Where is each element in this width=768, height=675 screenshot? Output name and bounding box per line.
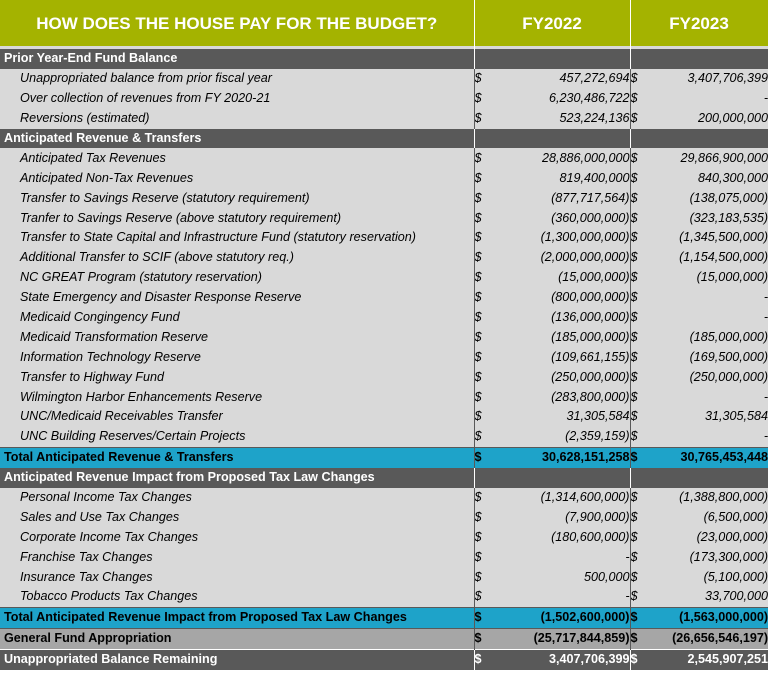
- currency-symbol: $: [630, 547, 644, 567]
- value-fy2023: (15,000,000): [644, 268, 768, 288]
- value-fy2022: (877,717,564): [490, 188, 630, 208]
- currency-symbol: $: [630, 407, 644, 427]
- currency-symbol: $: [630, 268, 644, 288]
- value-fy2023: (6,500,000): [644, 507, 768, 527]
- row-label: Unappropriated balance from prior fiscal year: [0, 69, 474, 89]
- table-row: [0, 427, 768, 447]
- value-fy2022: (2,000,000,000): [490, 248, 630, 268]
- value-fy2023: -: [644, 89, 768, 109]
- currency-symbol: $: [474, 188, 490, 208]
- row-label: Insurance Tax Changes: [0, 567, 474, 587]
- row-label: Transfer to Savings Reserve (statutory requirement): [0, 188, 474, 208]
- value-fy2022: 500,000: [490, 567, 630, 587]
- currency-symbol: $: [630, 148, 644, 168]
- currency-symbol: $: [630, 367, 644, 387]
- table-row: [0, 228, 768, 248]
- currency-symbol: $: [474, 347, 490, 367]
- value-fy2022: -: [490, 587, 630, 607]
- appropriation-row: [0, 628, 768, 649]
- row-label: Total Anticipated Revenue & Transfers: [0, 447, 474, 467]
- value-fy2023: (5,100,000): [644, 567, 768, 587]
- currency-symbol: $: [630, 567, 644, 587]
- table-row: [0, 208, 768, 228]
- table-row: [0, 547, 768, 567]
- row-label: Sales and Use Tax Changes: [0, 507, 474, 527]
- table-row: [0, 109, 768, 129]
- value-fy2022: (360,000,000): [490, 208, 630, 228]
- value-fy2023: (185,000,000): [644, 327, 768, 347]
- row-label: Corporate Income Tax Changes: [0, 527, 474, 547]
- total-row: [0, 447, 768, 467]
- table-row: [0, 248, 768, 268]
- row-label: Wilmington Harbor Enhancements Reserve: [0, 387, 474, 407]
- currency-symbol: $: [630, 607, 644, 628]
- value-fy2023: (1,563,000,000): [644, 607, 768, 628]
- currency-symbol: $: [474, 308, 490, 328]
- value-fy2023: (138,075,000): [644, 188, 768, 208]
- row-label: Total Anticipated Revenue Impact from Proposed Tax Law Changes: [0, 607, 474, 628]
- currency-symbol: $: [474, 367, 490, 387]
- currency-symbol: $: [630, 447, 644, 467]
- currency-symbol: $: [474, 587, 490, 607]
- currency-symbol: $: [630, 527, 644, 547]
- value-fy2023: (173,300,000): [644, 547, 768, 567]
- value-fy2023: -: [644, 387, 768, 407]
- value-fy2022: 523,224,136: [490, 109, 630, 129]
- row-label: Over collection of revenues from FY 2020-21: [0, 89, 474, 109]
- currency-symbol: $: [474, 208, 490, 228]
- currency-symbol: $: [630, 327, 644, 347]
- value-fy2022: (2,359,159): [490, 427, 630, 447]
- value-fy2022: 31,305,584: [490, 407, 630, 427]
- value-fy2023: (169,500,000): [644, 347, 768, 367]
- row-label: Tobacco Products Tax Changes: [0, 587, 474, 607]
- value-fy2023: 29,866,900,000: [644, 148, 768, 168]
- currency-symbol: $: [474, 288, 490, 308]
- table-row: [0, 367, 768, 387]
- currency-symbol: $: [474, 248, 490, 268]
- table-title: HOW DOES THE HOUSE PAY FOR THE BUDGET?: [0, 0, 474, 46]
- currency-symbol: $: [474, 507, 490, 527]
- value-fy2022: (15,000,000): [490, 268, 630, 288]
- value-fy2022: (1,502,600,000): [490, 607, 630, 628]
- currency-symbol: $: [630, 427, 644, 447]
- value-fy2022: (180,600,000): [490, 527, 630, 547]
- value-fy2022: (1,300,000,000): [490, 228, 630, 248]
- row-label: UNC Building Reserves/Certain Projects: [0, 427, 474, 447]
- currency-symbol: $: [630, 168, 644, 188]
- table-row: [0, 387, 768, 407]
- row-label: General Fund Appropriation: [0, 628, 474, 649]
- table-row: [0, 527, 768, 547]
- row-label: Reversions (estimated): [0, 109, 474, 129]
- value-fy2023: 3,407,706,399: [644, 69, 768, 89]
- row-label: Additional Transfer to SCIF (above statutory req.): [0, 248, 474, 268]
- section-header: [0, 49, 768, 69]
- currency-symbol: $: [474, 407, 490, 427]
- currency-symbol: $: [474, 168, 490, 188]
- value-fy2022: (109,661,155): [490, 347, 630, 367]
- row-label: Anticipated Tax Revenues: [0, 148, 474, 168]
- total-row: [0, 607, 768, 628]
- row-label: Personal Income Tax Changes: [0, 488, 474, 508]
- table-row: [0, 268, 768, 288]
- table-row: [0, 587, 768, 607]
- value-fy2022: 457,272,694: [490, 69, 630, 89]
- row-label: Unappropriated Balance Remaining: [0, 649, 474, 669]
- value-fy2022: (25,717,844,859): [490, 628, 630, 649]
- currency-symbol: $: [474, 607, 490, 628]
- value-fy2022: 6,230,486,722: [490, 89, 630, 109]
- currency-symbol: $: [630, 507, 644, 527]
- currency-symbol: $: [474, 567, 490, 587]
- currency-symbol: $: [474, 547, 490, 567]
- value-fy2023: (1,154,500,000): [644, 248, 768, 268]
- table-row: [0, 488, 768, 508]
- header-row: [0, 0, 768, 46]
- value-fy2023: 31,305,584: [644, 407, 768, 427]
- currency-symbol: $: [630, 208, 644, 228]
- currency-symbol: $: [474, 327, 490, 347]
- row-label: Transfer to State Capital and Infrastructure Fund (statutory reservation): [0, 228, 474, 248]
- currency-symbol: $: [630, 649, 644, 669]
- value-fy2023: (250,000,000): [644, 367, 768, 387]
- table-row: [0, 69, 768, 89]
- table-row: [0, 288, 768, 308]
- section-title: Anticipated Revenue Impact from Proposed Tax Law Changes: [0, 468, 474, 488]
- value-fy2023: (323,183,535): [644, 208, 768, 228]
- currency-symbol: $: [474, 649, 490, 669]
- value-fy2023: 30,765,453,448: [644, 447, 768, 467]
- value-fy2022: (136,000,000): [490, 308, 630, 328]
- value-fy2023: (26,656,546,197): [644, 628, 768, 649]
- value-fy2022: (800,000,000): [490, 288, 630, 308]
- currency-symbol: $: [474, 387, 490, 407]
- value-fy2023: 2,545,907,251: [644, 649, 768, 669]
- section-title: Prior Year-End Fund Balance: [0, 49, 474, 69]
- table-row: [0, 168, 768, 188]
- table-row: [0, 347, 768, 367]
- table-row: [0, 148, 768, 168]
- value-fy2022: (185,000,000): [490, 327, 630, 347]
- section-header: [0, 468, 768, 488]
- currency-symbol: $: [474, 89, 490, 109]
- value-fy2022: (1,314,600,000): [490, 488, 630, 508]
- currency-symbol: $: [474, 228, 490, 248]
- section-title: Anticipated Revenue & Transfers: [0, 129, 474, 149]
- row-label: Anticipated Non-Tax Revenues: [0, 168, 474, 188]
- value-fy2022: (283,800,000): [490, 387, 630, 407]
- currency-symbol: $: [630, 109, 644, 129]
- value-fy2023: -: [644, 308, 768, 328]
- currency-symbol: $: [630, 69, 644, 89]
- value-fy2023: (1,388,800,000): [644, 488, 768, 508]
- currency-symbol: $: [474, 268, 490, 288]
- currency-symbol: $: [474, 628, 490, 649]
- value-fy2022: 28,886,000,000: [490, 148, 630, 168]
- row-label: Franchise Tax Changes: [0, 547, 474, 567]
- row-label: Medicaid Transformation Reserve: [0, 327, 474, 347]
- table-row: [0, 327, 768, 347]
- currency-symbol: $: [474, 427, 490, 447]
- currency-symbol: $: [630, 288, 644, 308]
- row-label: Medicaid Congingency Fund: [0, 308, 474, 328]
- value-fy2023: -: [644, 427, 768, 447]
- remaining-balance-row: [0, 649, 768, 669]
- currency-symbol: $: [630, 387, 644, 407]
- table-row: [0, 507, 768, 527]
- value-fy2022: -: [490, 547, 630, 567]
- value-fy2022: (250,000,000): [490, 367, 630, 387]
- row-label: State Emergency and Disaster Response Reserve: [0, 288, 474, 308]
- row-label: Information Technology Reserve: [0, 347, 474, 367]
- value-fy2023: 200,000,000: [644, 109, 768, 129]
- currency-symbol: $: [474, 488, 490, 508]
- value-fy2023: (23,000,000): [644, 527, 768, 547]
- currency-symbol: $: [474, 447, 490, 467]
- row-label: Tranfer to Savings Reserve (above statutory requirement): [0, 208, 474, 228]
- table-row: [0, 308, 768, 328]
- value-fy2022: 3,407,706,399: [490, 649, 630, 669]
- currency-symbol: $: [630, 488, 644, 508]
- value-fy2023: 840,300,000: [644, 168, 768, 188]
- currency-symbol: $: [630, 228, 644, 248]
- table-row: [0, 188, 768, 208]
- table-row: [0, 567, 768, 587]
- currency-symbol: $: [630, 628, 644, 649]
- value-fy2023: (1,345,500,000): [644, 228, 768, 248]
- column-header-fy2022: FY2022: [474, 0, 630, 46]
- value-fy2023: -: [644, 288, 768, 308]
- currency-symbol: $: [630, 188, 644, 208]
- column-header-fy2023: FY2023: [630, 0, 768, 46]
- currency-symbol: $: [474, 527, 490, 547]
- value-fy2022: 819,400,000: [490, 168, 630, 188]
- table-row: [0, 89, 768, 109]
- currency-symbol: $: [474, 69, 490, 89]
- currency-symbol: $: [630, 248, 644, 268]
- row-label: UNC/Medicaid Receivables Transfer: [0, 407, 474, 427]
- currency-symbol: $: [630, 347, 644, 367]
- currency-symbol: $: [630, 89, 644, 109]
- row-label: Transfer to Highway Fund: [0, 367, 474, 387]
- currency-symbol: $: [474, 148, 490, 168]
- currency-symbol: $: [474, 109, 490, 129]
- value-fy2023: 33,700,000: [644, 587, 768, 607]
- value-fy2022: 30,628,151,258: [490, 447, 630, 467]
- currency-symbol: $: [630, 587, 644, 607]
- table-row: [0, 407, 768, 427]
- value-fy2022: (7,900,000): [490, 507, 630, 527]
- row-label: NC GREAT Program (statutory reservation): [0, 268, 474, 288]
- currency-symbol: $: [630, 308, 644, 328]
- section-header: [0, 129, 768, 149]
